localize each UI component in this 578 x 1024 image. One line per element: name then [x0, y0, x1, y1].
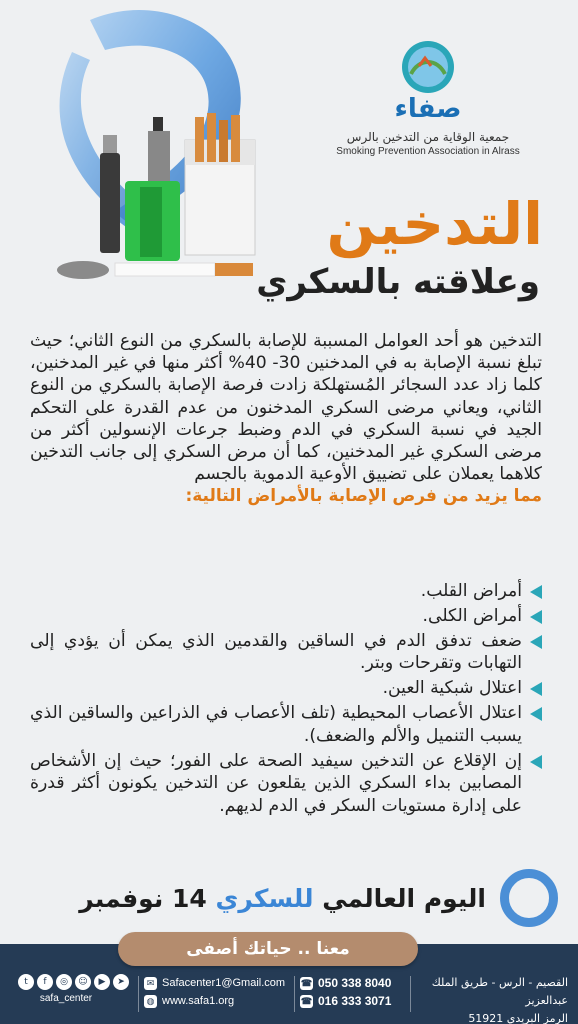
- bullet-triangle-icon: [530, 682, 542, 696]
- safa-logo-icon: [399, 38, 457, 96]
- snapchat-icon[interactable]: ☺: [75, 974, 91, 990]
- footer-web: [144, 974, 294, 1010]
- page-title: التدخين: [326, 190, 543, 258]
- footer-divider: [294, 976, 295, 1012]
- phone-link[interactable]: 016 333 3071: [318, 994, 392, 1008]
- association-name-english: Smoking Prevention Association in Alrass: [336, 146, 520, 157]
- social-handle: safa_center: [39, 993, 93, 1004]
- body-paragraph-block: [30, 330, 542, 508]
- list-item: أمراض الكلى.: [30, 605, 542, 628]
- instagram-icon[interactable]: ◎: [56, 974, 72, 990]
- social-links: [18, 974, 138, 1004]
- footer-phones: [300, 974, 400, 1010]
- youtube-icon[interactable]: ▶: [94, 974, 110, 990]
- list-item: اعتلال شبكية العين.: [30, 677, 542, 700]
- world-day-text: اليوم العالمي للسكري 14 نوفمبر: [79, 883, 486, 913]
- twitter-icon[interactable]: t: [18, 974, 34, 990]
- list-item: ضعف تدفق الدم في الساقين والقدمين الذي يمكن أن يؤدي إلى التهابات وتقرحات وبتر.: [30, 630, 542, 676]
- blue-circle-icon: [500, 869, 558, 927]
- body-paragraph: التدخين هو أحد العوامل المسببة للإصابة بالسكري من النوع الثاني؛ حيث تبلغ نسبة الإصابة به في المدخنين 30- 40% أكثر منها في غير المدخنين، كلما زاد عدد السجائر المُستهلكة زادت فرصة الإصابة بالسكري من النوع الثاني، ويعاني مرضى السكري المدخنون من عدم القدرة على التحكم الجيد في نسبة السكري في الدم وضبط جرعات الإنسولين أكثر من مرضى السكري غير المدخنين، كما أن مرض السكري إلى جانب التدخين كلاهما يعملان على تضييق الأوعية الدموية بالجسم: [30, 331, 542, 485]
- list-item: إن الإقلاع عن التدخين سيفيد الصحة على الفور؛ حيث إن الأشخاص المصابين بداء السكري الذين يقلعون عن التدخين يكونون أكثر قدرة على إدارة مستويات السكر في الدم لديهم.: [30, 750, 542, 818]
- disease-list: [30, 580, 542, 820]
- footer-divider: [410, 976, 411, 1012]
- logo-name: صفاء: [394, 94, 462, 124]
- bullet-triangle-icon: [530, 635, 542, 649]
- facebook-icon[interactable]: f: [37, 974, 53, 990]
- list-item: أمراض القلب.: [30, 580, 542, 603]
- footer-divider: [138, 976, 139, 1012]
- phone-icon: ☎: [300, 977, 313, 988]
- email-link[interactable]: Safacenter1@Gmail.com: [162, 977, 286, 989]
- logo-block: [318, 38, 538, 157]
- page-subtitle: وعلاقته بالسكري: [256, 262, 540, 302]
- phone-icon: ☎: [300, 995, 313, 1006]
- website-link[interactable]: www.safa1.org: [162, 995, 235, 1007]
- bullet-triangle-icon: [530, 755, 542, 769]
- phone-link[interactable]: 050 338 8040: [318, 976, 392, 990]
- email-icon: ✉: [144, 977, 157, 990]
- bullet-triangle-icon: [530, 610, 542, 624]
- bullet-triangle-icon: [530, 585, 542, 599]
- list-item: اعتلال الأعصاب المحيطية (تلف الأعصاب في الذراعين والساقين الذي يسبب التنميل والألم والضعف).: [30, 702, 542, 748]
- footer-address: القصيم - الرس - طريق الملك عبدالعزيز الرمز البريدي 51921: [431, 976, 568, 1024]
- bullet-triangle-icon: [530, 707, 542, 721]
- telegram-icon[interactable]: ➤: [113, 974, 129, 990]
- highlight-text: مما يزيد من فرص الإصابة بالأمراض التالية:: [185, 486, 542, 507]
- world-day-banner: [40, 868, 558, 928]
- globe-icon: ◍: [144, 995, 157, 1008]
- slogan-pill: معنا .. حياتك أصفى: [118, 932, 418, 966]
- association-name-arabic: جمعية الوقاية من التدخين بالرس: [346, 130, 510, 144]
